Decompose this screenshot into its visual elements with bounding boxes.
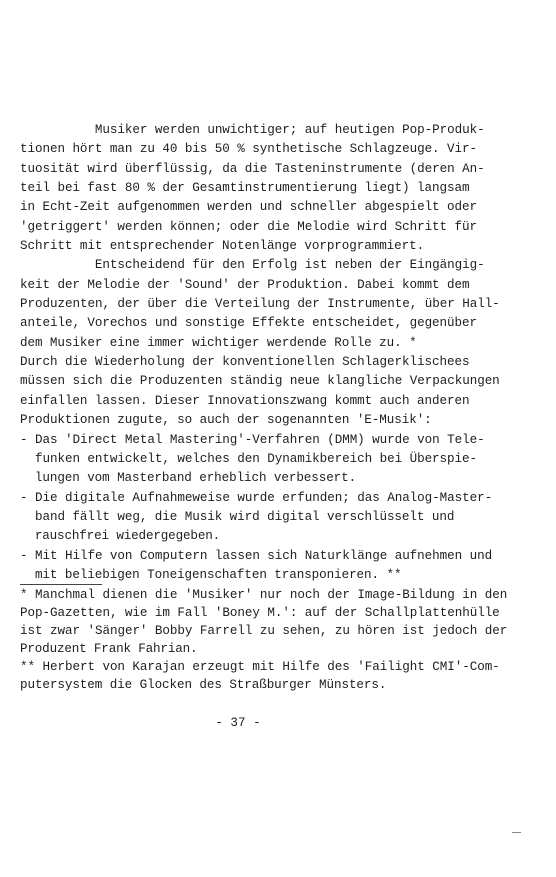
body-line: in Echt-Zeit aufgenommen werden und schneller abgespielt oder bbox=[20, 200, 478, 215]
body-line: - Das 'Direct Metal Mastering'-Verfahren (DMM) wurde von Tele- bbox=[20, 432, 485, 447]
body-line: rauschfrei wiedergegeben. bbox=[20, 529, 221, 544]
body-line: einfallen lassen. Dieser Innovationszwang kommt auch anderen bbox=[20, 393, 470, 408]
body-line: teil bei fast 80 % der Gesamtinstrumentierung liegt) langsam bbox=[20, 181, 470, 196]
body-line: anteile, Vorechos und sonstige Effekte entscheidet, gegenüber bbox=[20, 316, 478, 331]
footnotes bbox=[20, 587, 540, 694]
body-line: - Mit Hilfe von Computern lassen sich Naturklänge aufnehmen und bbox=[20, 548, 493, 563]
footnote-line: ist zwar 'Sänger' Bobby Farrell zu sehen, zu hören ist jedoch der bbox=[20, 623, 508, 638]
footnote-line: * Manchmal dienen die 'Musiker' nur noch der Image-Bildung in den bbox=[20, 588, 508, 602]
footnote-line: Pop-Gazetten, wie im Fall 'Boney M.': auf der Schallplattenhülle bbox=[20, 605, 500, 620]
body-line: keit der Melodie der 'Sound' der Produktion. Dabei kommt dem bbox=[20, 277, 470, 292]
body-line: müssen sich die Produzenten ständig neue klangliche Verpackungen bbox=[20, 374, 500, 389]
body-line: band fällt weg, die Musik wird digital verschlüsselt und bbox=[20, 509, 455, 524]
body-line: - Die digitale Aufnahmeweise wurde erfunden; das Analog-Master- bbox=[20, 490, 493, 505]
body-line: Produzenten, der über die Verteilung der Instrumente, über Hall- bbox=[20, 297, 500, 312]
body-line: Schritt mit entsprechender Notenlänge vorprogrammiert. bbox=[20, 239, 425, 254]
body-line: Musiker werden unwichtiger; auf heutigen Pop-Produk- bbox=[20, 123, 485, 137]
footnote-line: ** Herbert von Karajan erzeugt mit Hilfe des 'Failight CMI'-Com- bbox=[20, 659, 500, 674]
footnote-line: Produzent Frank Fahrian. bbox=[20, 641, 198, 656]
body-line: Produktionen zugute, so auch der sogenannten 'E-Musik': bbox=[20, 413, 432, 428]
body-line: funken entwickelt, welches den Dynamikbereich bei Überspie- bbox=[20, 451, 478, 466]
body-line: mit beliebigen Toneigenschaften transponieren. ** bbox=[20, 567, 402, 582]
scan-mark bbox=[512, 832, 521, 833]
footnote-separator bbox=[20, 584, 102, 585]
body-line: Durch die Wiederholung der konventionellen Schlagerklischees bbox=[20, 355, 470, 370]
body-line: dem Musiker eine immer wichtiger werdende Rolle zu. * bbox=[20, 335, 417, 350]
body-line: tionen hört man zu 40 bis 50 % synthetische Schlagzeuge. Vir- bbox=[20, 142, 478, 157]
page-number: - 37 - bbox=[215, 716, 261, 730]
footnote-line: putersystem die Glocken des Straßburger Münsters. bbox=[20, 677, 387, 692]
body-line: lungen vom Masterband erheblich verbessert. bbox=[20, 471, 357, 486]
body-text bbox=[20, 121, 540, 585]
body-line: 'getriggert' werden können; oder die Melodie wird Schritt für bbox=[20, 219, 478, 234]
body-line: tuosität wird überflüssig, da die Tasteninstrumente (deren An- bbox=[20, 161, 485, 176]
body-line: Entscheidend für den Erfolg ist neben der Eingängig- bbox=[20, 258, 485, 273]
